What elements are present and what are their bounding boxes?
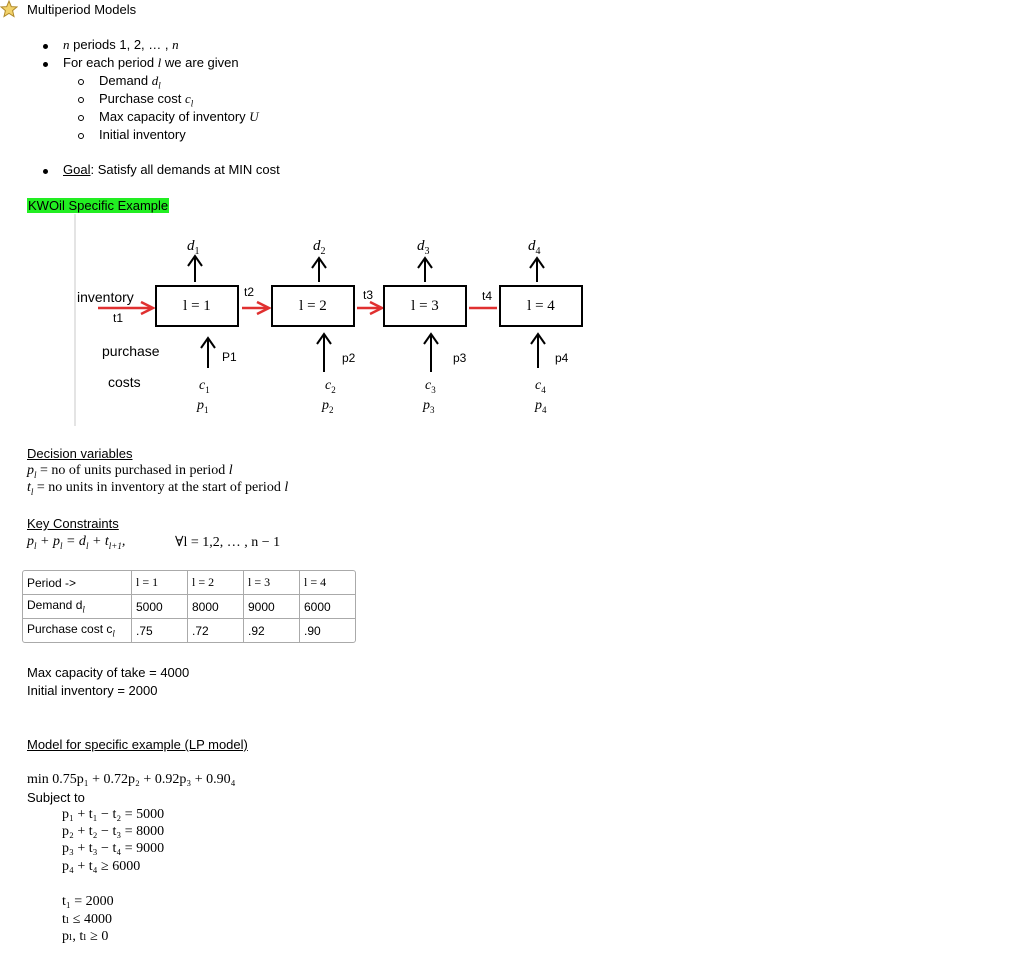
- cost-label-4: $c_4$: [535, 378, 546, 395]
- table-cell: 6000: [300, 595, 355, 619]
- sub-purchase-cost: Purchase cost $c_l$: [99, 91, 194, 109]
- pvar-label-4: $p_4$: [535, 398, 547, 415]
- table-cell: Demand $d_l$: [23, 595, 132, 619]
- demand-arrows: [188, 256, 544, 282]
- p2-label: p2: [342, 351, 356, 365]
- model-constraint-2: p₂ + t₂ − t₃ = 8000: [62, 824, 165, 839]
- table-cell: 5000: [132, 595, 188, 619]
- model-objective: min 0.75p₁ + 0.72p₂ + 0.92p₃ + 0.90₄: [27, 772, 236, 787]
- max-capacity-text: Max capacity of take = 4000: [27, 665, 190, 680]
- table-cell: .92: [244, 619, 300, 642]
- model-heading: Model for specific example (LP model): [27, 737, 248, 752]
- pvar-label-1: $p_1$: [197, 398, 209, 415]
- decision-heading: Decision variables: [27, 446, 133, 461]
- t4-label: t4: [482, 289, 493, 303]
- table-cell: 9000: [244, 595, 300, 619]
- purchase-arrows: [201, 334, 545, 372]
- cost-label-1: $c_1$: [199, 378, 210, 395]
- table-row: [23, 571, 355, 595]
- demand-label-2: $d_2$: [313, 238, 326, 257]
- sub-max-capacity: Max capacity of inventory U: [99, 109, 259, 124]
- t2-label: t2: [244, 285, 255, 299]
- period-box-3: l = 3: [383, 285, 467, 327]
- sub-demand: Demand $d_l$: [99, 73, 161, 91]
- model-constraint-3: p₃ + t₃ − t₄ = 9000: [62, 841, 165, 856]
- key-constraint-forall: ∀l = 1,2, … , n − 1: [175, 535, 281, 550]
- model-constraint-5: t₁ = 2000: [62, 894, 114, 909]
- demand-label-1: $d_1$: [187, 238, 200, 257]
- inventory-label: inventory: [77, 289, 134, 305]
- decision-line-1: $p_l$ = no of units purchased in period l: [27, 463, 233, 480]
- table-row: [23, 619, 355, 642]
- table-cell: Period ->: [23, 571, 132, 595]
- demand-label-3: $d_3$: [417, 238, 430, 257]
- p3-label: p3: [453, 351, 467, 365]
- table-cell: .75: [132, 619, 188, 642]
- t1-label: t1: [113, 311, 124, 325]
- p4-label: p4: [555, 351, 569, 365]
- cost-label-2: $c_2$: [325, 378, 336, 395]
- purchase-label: purchase: [102, 343, 160, 359]
- table-cell: l = 2: [188, 571, 244, 595]
- page-title: Multiperiod Models: [27, 2, 137, 17]
- table-cell: l = 3: [244, 571, 300, 595]
- period-box-1: l = 1: [155, 285, 239, 327]
- cost-label-3: $c_3$: [425, 378, 436, 395]
- p1-label: P1: [222, 350, 237, 364]
- period-box-2: l = 2: [271, 285, 355, 327]
- table-cell: l = 4: [300, 571, 355, 595]
- model-subject-to: Subject to: [27, 790, 85, 805]
- period-box-4: l = 4: [499, 285, 583, 327]
- pvar-label-3: $p_3$: [423, 398, 435, 415]
- table-row: [23, 595, 355, 619]
- bullet-periods: n periods 1, 2, … , n: [63, 37, 179, 52]
- goal: Goal: Satisfy all demands at MIN cost: [63, 162, 280, 177]
- table-cell: 8000: [188, 595, 244, 619]
- bullet-for-each: For each period l we are given: [63, 55, 239, 70]
- key-constraint-formula: $p_l + p_l = d_l + t_{l+1}$,: [27, 534, 126, 551]
- costs-label: costs: [108, 374, 141, 390]
- table-cell: .90: [304, 623, 321, 638]
- t3-label: t3: [363, 288, 374, 302]
- model-constraint-6: tₗ ≤ 4000: [62, 912, 112, 927]
- model-constraint-4: p₄ + t₄ ≥ 6000: [62, 859, 141, 874]
- initial-inventory-text: Initial inventory = 2000: [27, 683, 158, 698]
- table-cell: Purchase cost $c_l$: [23, 619, 132, 642]
- demand-label-4: $d_4$: [528, 238, 541, 257]
- example-heading: KWOil Specific Example: [28, 198, 169, 213]
- model-constraint-1: p₁ + t₁ − t₂ = 5000: [62, 807, 165, 822]
- constraints-heading: Key Constraints: [27, 516, 119, 531]
- table-cell: .72: [188, 619, 244, 642]
- sub-initial-inventory: Initial inventory: [99, 127, 186, 142]
- pvar-label-2: $p_2$: [322, 398, 334, 415]
- data-table: [22, 570, 356, 643]
- table-cell: l = 1: [132, 571, 188, 595]
- model-constraint-7: pₗ, tₗ ≥ 0: [62, 929, 109, 944]
- decision-line-2: $t_l$ = no units in inventory at the start of period l: [27, 480, 289, 497]
